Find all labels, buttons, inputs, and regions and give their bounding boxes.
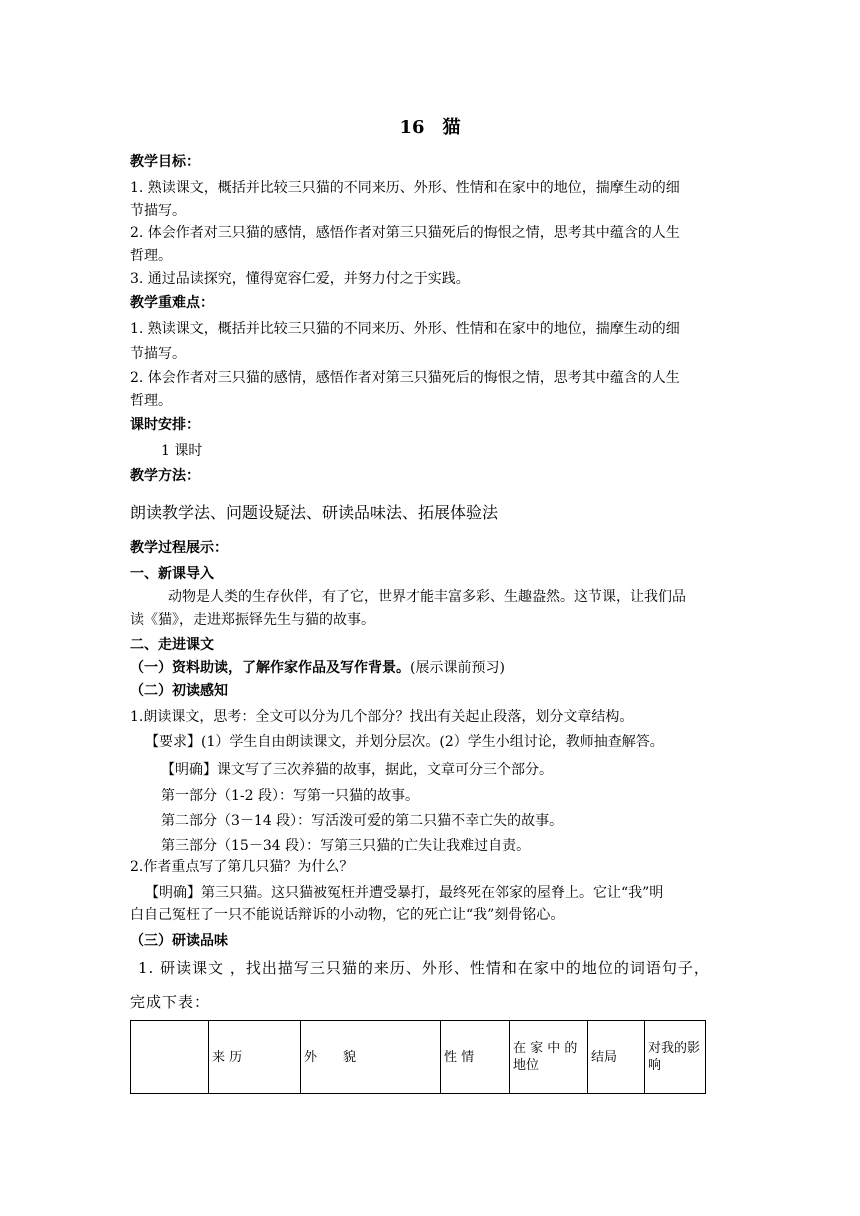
study-task-line-1: 1. 研读课文 ，找出描写三只猫的来历、外形、性情和在家中的地位的词语句子， [138, 959, 710, 977]
subsection-1-heading: （一）资料助读，了解作家作品及写作背景。 [130, 660, 410, 676]
comparison-table [130, 1020, 706, 1094]
table-header-cell[interactable]: 性 情 [441, 1021, 510, 1094]
table-header-cell[interactable]: 结局 [588, 1021, 645, 1094]
structure-part-1: 第一部分（1-2 段）：写第一只猫的故事。 [161, 788, 419, 804]
goal-2-line-2: 哲理。 [130, 248, 172, 264]
keypoint-1-line-1: 1. 熟读课文，概括并比较三只猫的不同来历、外形、性情和在家中的地位，揣摩生动的细 [130, 321, 680, 337]
schedule-value: 1 课时 [161, 443, 203, 459]
page-title: 16 猫 [399, 117, 461, 138]
question-2-answer-line-2: 白自己冤枉了一只不能说话辩诉的小动物，它的死亡让“我”刻骨铭心。 [130, 907, 565, 923]
section-1-paragraph-line-1: 动物是人类的生存伙伴，有了它，世界才能丰富多彩、生趣盎然。这节课，让我们品 [168, 589, 686, 605]
goal-2-line-1: 2. 体会作者对三只猫的感情，感悟作者对第三只猫死后的悔恨之情，思考其中蕴含的人生 [130, 225, 680, 241]
keypoint-2-line-1: 2. 体会作者对三只猫的感情，感悟作者对第三只猫死后的悔恨之情，思考其中蕴含的人生 [130, 370, 680, 386]
goals-heading: 教学目标： [130, 154, 200, 170]
table-row [131, 1021, 706, 1094]
section-2-heading: 二、走进课文 [130, 637, 214, 653]
goal-3: 3. 通过品读探究，懂得宽容仁爱，并努力付之于实践。 [130, 271, 470, 287]
keypoints-heading: 教学重难点： [130, 295, 214, 311]
goal-1-line-2: 节描写。 [130, 203, 186, 219]
subsection-2-heading: （二）初读感知 [130, 683, 228, 699]
methods-heading: 教学方法： [130, 468, 200, 484]
table-header-cell[interactable]: 外 貌 [301, 1021, 441, 1094]
keypoint-2-line-2: 哲理。 [130, 393, 172, 409]
keypoint-1-line-2: 节描写。 [130, 346, 186, 362]
question-2: 2.作者重点写了第几只猫？为什么？ [130, 859, 354, 875]
section-1-paragraph-line-2: 读《猫》，走进郑振铎先生与猫的故事。 [130, 612, 375, 628]
question-1-answer: 【明确】课文写了三次养猫的故事，据此，文章可分三个部分。 [161, 762, 553, 778]
question-2-answer-line-1: 【明确】第三只猫。这只猫被冤枉并遭受暴打，最终死在邻家的屋脊上。它让“我”明 [145, 885, 664, 901]
methods-value: 朗读教学法、问题设疑法、研读品味法、拓展体验法 [130, 503, 499, 522]
study-task-line-2: 完成下表： [130, 993, 211, 1011]
subsection-3-heading: （三）研读品味 [130, 933, 228, 949]
subsection-1-note: (展示课前预习) [410, 660, 505, 676]
process-heading: 教学过程展示： [130, 540, 228, 556]
goal-1-line-1: 1. 熟读课文，概括并比较三只猫的不同来历、外形、性情和在家中的地位，揣摩生动的细 [130, 180, 680, 196]
question-1-requirement: 【要求】(1）学生自由朗读课文，并划分层次。(2）学生小组讨论，教师抽查解答。 [145, 734, 664, 750]
table-header-cell[interactable] [131, 1021, 209, 1094]
table-header-cell[interactable]: 在 家 中 的地位 [510, 1021, 588, 1094]
section-1-heading: 一、新课导入 [130, 566, 214, 582]
table-header-cell[interactable]: 对我的影响 [645, 1021, 706, 1094]
subsection-1-line [130, 659, 505, 677]
structure-part-3: 第三部分（15－34 段）：写第三只猫的亡失让我难过自责。 [161, 838, 531, 854]
schedule-heading: 课时安排： [130, 417, 200, 433]
structure-part-2: 第二部分（3－14 段）：写活泼可爱的第二只猫不幸亡失的故事。 [161, 813, 564, 829]
question-1: 1.朗读课文，思考：全文可以分为几个部分？找出有关起止段落，划分文章结构。 [130, 709, 634, 725]
table-header-cell[interactable]: 来 历 [209, 1021, 301, 1094]
